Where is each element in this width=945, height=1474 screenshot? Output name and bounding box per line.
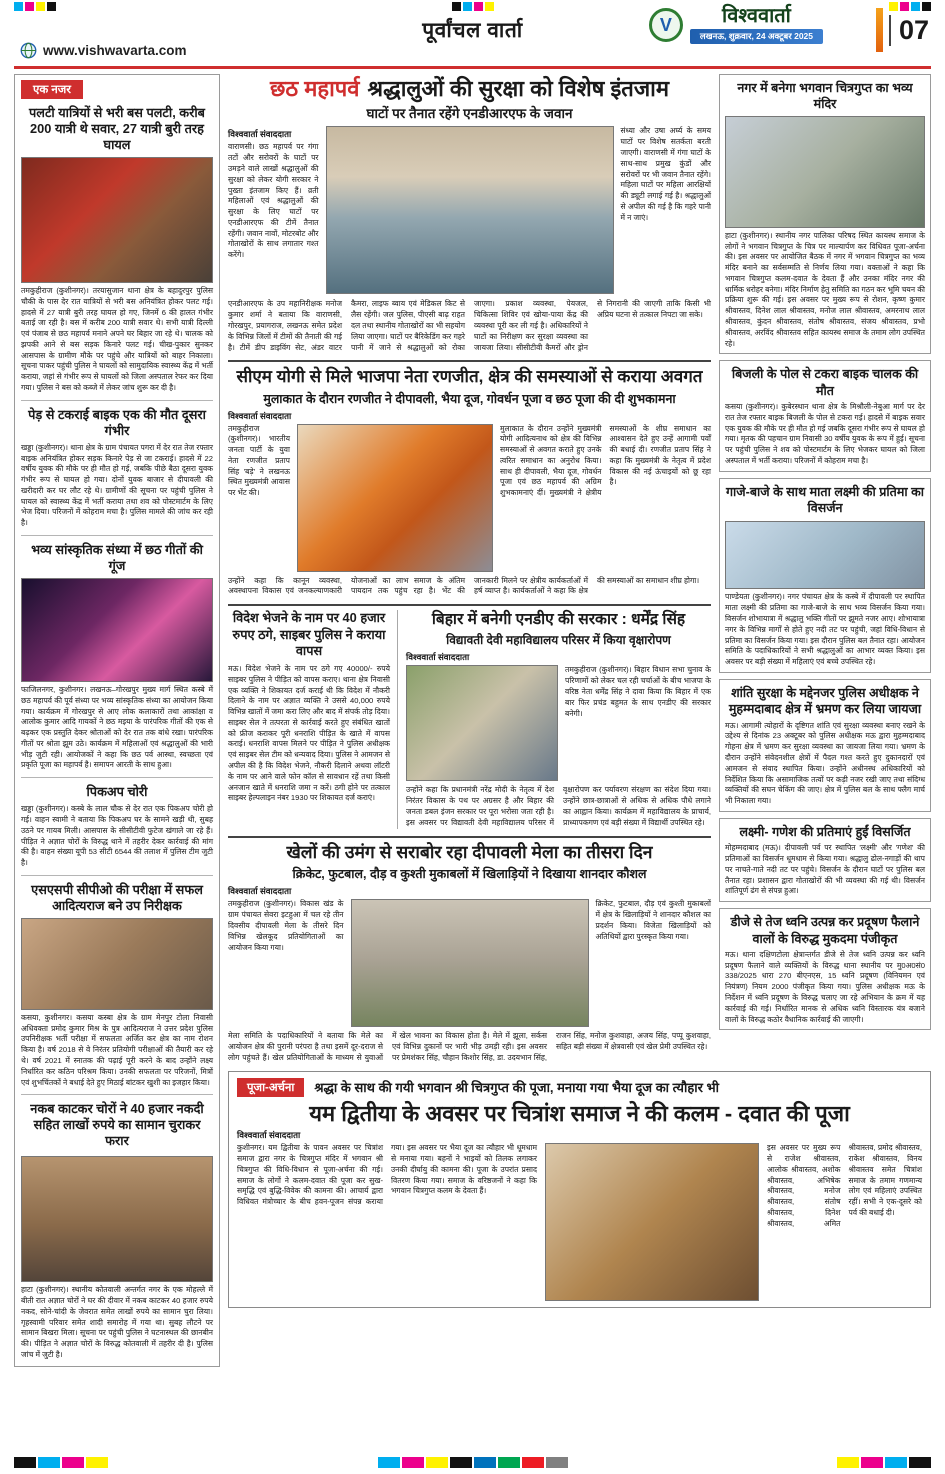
article-headline: पेड़ से टकराई बाइक एक की मौत दूसरा गंभीर [28,406,206,438]
felicitation-photo [21,918,213,1010]
story-bihar-nda [406,610,711,829]
article-headline: नकब काटकर चोरों ने 40 हजार नकदी सहित लाखों रुपये का सामान चुराकर फरार [30,1101,204,1149]
pooja-archana-section [228,1071,931,1308]
article-body-left: तमकुहीराज (कुशीनगर)। विकास खंड के ग्राम पंचायत सेवरा इटहुआ में चल रहे तीन दिवसीय दीपावली मेला के तीसरे दिन विभिन्न खेलकूद प्रतियोगिताओं का आयोजन किया गया। [228,899,344,952]
brief-article-burglary [21,1101,213,1360]
article-body-bottom: मेला समिति के पदाधिकारियों ने बताया कि मेले का आयोजन क्षेत्र की पुरानी परंपरा है तथा इसमें दूर-दराज से लोग पहुंचते हैं। खेल प्रतियोगिताओं के माध्यम से युवाओं में खेल भावना का विकास होता है। मेले में झूला, सर्कस एवं विभिन्न दुकानों पर भारी भीड़ उमड़ी रही। इस अवसर पर प्रेमशंकर सिंह, चौहान किशोर सिंह, डा. उदयभान सिंह, राजन सिंह, मनोज कुशवाहा, अजय सिंह, पप्पू कुशवाहा, सहित बड़ी संख्या में क्षेत्रवासी एवं खेल प्रेमी उपस्थित रहे। [228,1031,711,1063]
section-title: पूर्वांचल वार्ता [422,19,523,42]
byline: विश्ववार्ता संवाददाता [237,1130,301,1141]
globe-icon [20,42,37,59]
byline: विश्ववार्ता संवाददाता [228,886,292,897]
article-body: मोहम्मदाबाद (मऊ)। दीपावली पर्व पर स्थापित 'लक्ष्मी' और 'गणेश' की प्रतिमाओं का विसर्जन धूमधाम से किया गया। श्रद्धालु ढोल-नगाड़ों की थाप पर नाचते-गाते नदी तट पर पहुंचे। विसर्जन के दौरान घाटों पर पुलिस बल तैनात रहा। प्रशासन द्वारा गोताखोरों की भी व्यवस्था की गई थी। विसर्जन शांतिपूर्ण ढंग से संपन्न हुआ। [725,843,925,896]
column-label: एक नजर [21,80,83,99]
article-divider [21,1094,213,1095]
color-patch-group [378,1457,568,1468]
brand-logo-icon: V [649,8,683,42]
website-text: www.vishwavarta.com [43,43,187,58]
page-number-block [876,8,929,52]
main-stories-column [228,74,711,1064]
story-lakshmi-visarjan [719,478,931,673]
lead-body-left: वाराणसी। छठ महापर्व पर गंगा तटों और सरोवरों के घाटों पर उमड़ने वाले लाखों श्रद्धालुओं की सुरक्षा को लेकर योगी सरकार ने पुख्ता इंतजाम किए हैं। व्रती महिलाओं एवं श्रद्धालुओं की सुरक्षा के लिए घाटों पर एनडीआरएफ की टीमें तैनात रहेंगी। जवान नावों, मोटरबोट और गोताखोरों के साथ लगातार गश्त करेंगे। [228,142,319,260]
story-pole-bike-death [719,360,931,471]
mela-sports-photo [351,899,589,1027]
article-headline: नगर में बनेगा भगवान चित्रगुप्त का भव्य मंदिर [737,81,913,112]
article-divider [21,777,213,778]
brief-article-bus-accident [21,105,213,394]
article-headline: पिकअप चोरी [86,784,148,800]
article-headline: पलटी यात्रियों से भरी बस पलटी, करीब 200 यात्री थे सवार, 27 यात्री बुरी तरह घायल [29,105,205,152]
article-body: मऊ। विदेश भेजने के नाम पर ठगे गए 40000/- रुपये साइबर पुलिस ने पीड़ित को वापस कराए। थाना क्षेत्र निवासी एक व्यक्ति ने शिकायत दर्ज कराई थी कि विदेश में नौकरी दिलाने के नाम पर अज्ञात व्यक्ति ने उससे 40,000 रुपये विभिन्न खातों में जमा करा लिए और बाद में संपर्क तोड़ दिया। साइबर सेल ने तत्परता से कार्रवाई करते हुए संबंधित खातों को फ्रीज कराकर पूरी धनराशि पीड़ित के खाते में वापस कराई। धनराशि वापस मिलने पर पीड़ित ने पुलिस अधीक्षक एवं साइबर सेल टीम को धन्यवाद दिया। पुलिस ने आमजन से अपील की है कि विदेश भेजने, नौकरी दिलाने अथवा लॉटरी के नाम पर आने वाले फोन कॉल से सावधान रहें तथा किसी अनजान खाते में धनराशि जमा न करें। ठगी होने पर तत्काल साइबर हेल्पलाइन नंबर 1930 पर शिकायत दर्ज कराएं। [228,663,390,803]
cultural-evening-photo [21,578,213,682]
article-body: खड्डा (कुशीनगर)। थाना क्षेत्र के ग्राम पंचायत पगरा में देर रात तेज रफ्तार बाइक अनियंत्रित होकर सड़क किनारे पेड़ से जा टकराई। हादसे में 22 वर्षीय युवक की मौके पर ही मौत हो गई, जबकि पीछे बैठा दूसरा युवक गंभीर रूप से घायल हो गया। दोनों युवक बाजार से दीपावली की खरीदारी कर घर लौट रहे थे। ग्रामीणों की सूचना पर पहुंची पुलिस ने घायल को स्वास्थ्य केंद्र में भर्ती कराया तथा शव को पोस्टमार्टम के लिए भेज दिया। परिजनों में कोहराम मचा है। पुलिस मामले की जांच कर रही है। [21,442,213,528]
article-body: हाटा (कुशीनगर)। स्थानीय कोतवाली अन्तर्गत नगर के एक मोहल्ले में बीती रात अज्ञात चोरों ने घर की दीवार में नकब काटकर 40 हजार रुपये नकद, सोने-चांदी के जेवरात समेत लाखों रुपये का सामान चुरा लिया। गृहस्वामी परिवार समेत शादी समारोह में गया था। सुबह लौटने पर सामान बिखरा मिला। सूचना पर पहुंची पुलिस ने घटनास्थल की छानबीन की। पीड़ित ने अज्ञात चोरों के विरुद्ध कोतवाली में तहरीर दी है। पुलिस जांच में जुटी है। [21,1285,213,1359]
right-news-column [719,74,931,1030]
article-body-right: इस अवसर पर मुख्य रूप से राजेश श्रीवास्तव, आलोक श्रीवास्तव, अशोक श्रीवास्तव, अभिषेक श्रीवास्तव, मनोज श्रीवास्तव, संतोष श्रीवास्तव, दिनेश श्रीवास्तव, अमित श्रीवास्तव, प्रमोद श्रीवास्तव, राकेश श्रीवास्तव, विनय श्रीवास्तव समेत चित्रांश समाज के तमाम गणमान्य लोग एवं महिलाएं उपस्थित रहीं। सभी ने एक-दूसरे को पर्व की बधाई दी। [767,1143,922,1228]
article-body: फाजिलनगर, कुशीनगर। लखनऊ–गोरखपुर मुख्य मार्ग स्थित कस्बे में छठ महापर्व की पूर्व संध्या पर भव्य सांस्कृतिक संध्या का आयोजन किया गया। कार्यक्रम में गोरखपुर से आए लोक कलाकारों तथा आकांक्षा व आलोक कुमार आदि गायकों ने छठ मइया के पारंपरिक गीतों की एक से बढ़कर एक प्रस्तुति देकर श्रोताओं को देर रात तक बांधे रखा। पारंपरिक गीतों पर श्रोता झूम उठे। कार्यक्रम में महिलाओं एवं श्रद्धालुओं की भारी भीड़ जुटी रही। आयोजकों ने कहा कि छठ पर्व आस्था, स्वच्छता एवं प्रकृति पूजा का महापर्व है। समापन आरती के साथ हुआ। [21,684,213,770]
article-body: हाटा (कुशीनगर)। स्थानीय नगर पालिका परिषद स्थित कायस्थ समाज के लोगों ने भगवान चित्रगुप्त के चित्र पर माल्यार्पण कर विधिवत पूजा-अर्चना की। इस अवसर पर आयोजित बैठक में नगर में भगवान चित्रगुप्त का भव्य मंदिर बनाने का सर्वसम्मति से निर्णय लिया गया। वक्ताओं ने कहा कि भगवान चित्रगुप्त कलम-दवात के देवता हैं और उनका मंदिर नगर की धार्मिक धरोहर बनेगा। मंदिर निर्माण हेतु समिति का गठन कर भूमि चयन की प्रक्रिया शुरू की गई। इस अवसर पर मुख्य रूप से रोशन, कृष्ण कुमार श्रीवास्तव, दिनेश लाल श्रीवास्तव, मनोज लाल श्रीवास्तव, अमरनाथ लाल श्रीवास्तव, कुंदन श्रीवास्तव, संतोष श्रीवास्तव, संजय श्रीवास्तव, प्रभो श्रीवास्तव, अरविंद श्रीवास्तव सहित कायस्थ समाज के तमाम लोग उपस्थित रहे। [725,230,925,348]
section-rule [228,604,711,606]
article-headline: खेलों की उमंग से सराबोर रहा दीपावली मेला का तीसरा दिन [286,841,653,862]
story-chitragupt-temple [719,74,931,354]
cm-meeting-photo [297,424,493,572]
lead-kicker: छठ महापर्व [269,76,360,101]
article-body: पाण्डेयता (कुशीनगर)। नगर पंचायत क्षेत्र के कस्बे में दीपावली पर स्थापित माता लक्ष्मी की प्रतिमा का गाजे-बाजे के साथ भव्य विसर्जन किया गया। विसर्जन शोभायात्रा में श्रद्धालु भक्ति गीतों पर झूमते नजर आए। शोभायात्रा नगर के विभिन्न मार्गों से होते हुए नदी तट पर पहुंची, जहां विधि-विधान से प्रतिमा का विसर्जन किया गया। इस दौरान पुलिस बल तैनात रहा। आयोजन समिति के पदाधिकारियों ने सभी श्रद्धालुओं का आभार व्यक्त किया। इस अवसर पर बड़ी संख्या में महिलाएं एवं बच्चे उपस्थित रहे। [725,592,925,667]
section-strapline: श्रद्धा के साथ की गयी भगवान श्री चित्रगुप्त की पूजा, मनाया गया भैया दूज का त्यौहार भी [314,1080,720,1096]
lead-body-right: संध्या और उषा अर्घ्य के समय घाटों पर विशेष सतर्कता बरती जाएगी। वाराणसी में गंगा घाटों के साथ-साथ प्रमुख कुंडों और सरोवरों पर भी जवान तैनात रहेंगे। महिला घाटों पर महिला आरक्षियों की ड्यूटी लगाई गई है। श्रद्धालुओं से अपील की गई है कि गहरे पानी में न जाएं। [620,126,711,222]
brief-article-sub-inspector [21,882,213,1088]
bus-accident-photo [21,157,213,283]
edition-line: लखनऊ, शुक्रवार, 24 अक्टूबर 2025 [690,29,823,44]
brand-block [649,6,823,44]
article-body-side: तमकुहीराज (कुशीनगर)। बिहार विधान सभा चुनाव के परिणामों को लेकर चल रही चर्चाओं के बीच भाजपा के वरिष्ठ नेता धर्मेंद्र सिंह ने दावा किया कि बिहार में एक बार फिर प्रचंड बहुमत के साथ एनडीए की सरकार बनेगी। [565,665,711,718]
article-body-bottom: उन्होंने कहा कि प्रधानमंत्री नरेंद्र मोदी के नेतृत्व में देश निरंतर विकास के पथ पर अग्रसर है और बिहार की जनता डबल इंजन सरकार पर पूरा भरोसा जता रही है। इस अवसर पर विद्यावती देवी महाविद्यालय परिसर में वृक्षारोपण कर पर्यावरण संरक्षण का संदेश दिया गया। उन्होंने छात्र-छात्राओं से अधिक से अधिक पौधे लगाने का आह्वान किया। कार्यक्रम में महाविद्यालय के प्राचार्य, प्राध्यापकगण एवं बड़ी संख्या में विद्यार्थी उपस्थित रहे। [406,785,711,827]
section-rule [228,360,711,362]
left-briefs-column [14,74,220,1367]
article-headline: डीजे से तेज ध्वनि उत्पन्न कर प्रदूषण फैलाने वालों के विरुद्ध मुकदमा पंजीकृत [730,915,920,946]
article-subhead: क्रिकेट, फुटबाल, दौड़ व कुश्ती मुकाबलों में खिलाड़ियों ने दिखाया शानदार कौशल [292,867,647,882]
brand-name: विश्ववार्ता [722,5,791,27]
article-headline: बिजली के पोल से टकरा बाइक चालक की मौत [731,367,919,398]
section-label: पूजा-अर्चना [237,1078,304,1097]
article-body: कसया, कुशीनगर। कसया कस्बा क्षेत्र के ग्राम मेनपुर टोला निवासी अधिवक्ता प्रमोद कुमार मिश्र के पुत्र आदित्यराज ने उत्तर प्रदेश पुलिस उपनिरीक्षक भर्ती परीक्षा में सफलता अर्जित कर क्षेत्र का नाम रोशन किया है। वर्ष 2018 से वे निरंतर प्रतियोगी परीक्षाओं की तैयारी कर रहे थे। वर्ष 2021 में स्नातक की पढ़ाई पूरी करने के बाद उन्होंने लक्ष्य निर्धारित कर कठिन परिश्रम किया। उनकी सफलता पर परिजनों, मित्रों एवं शुभचिंतकों ने बधाई देते हुए मिठाई बांटकर खुशी का इजहार किया। [21,1012,213,1087]
color-patch-group [837,1457,931,1468]
masthead [0,0,945,66]
article-headline: गाजे-बाजे के साथ माता लक्ष्मी की प्रतिमा का विसर्जन [725,484,925,516]
page-number: 07 [889,15,929,46]
article-body: तमकुहीराज (कुशीनगर)। तरयासुजान थाना क्षेत्र के बहादुरपुर पुलिस चौकी के पास देर रात यात्रियों से भरी बस अनियंत्रित होकर पलट गई। हादसे में 27 यात्री बुरी तरह घायल हो गए, जिनमें 6 की हालत गंभीर बताई जा रही है। बस में करीब 200 यात्री सवार थे। सभी यात्री दिल्ली एवं पंजाब से छठ महापर्व मनाने अपने घर बिहार जा रहे थे। चालक को झपकी आने से बस सड़क किनारे पलट गई। चीख-पुकार सुनकर आसपास के ग्रामीण मौके पर पहुंचे और यात्रियों को बाहर निकाला। सूचना पाकर पहुंची पुलिस ने घायलों को सामुदायिक स्वास्थ्य केंद्र में भर्ती कराया, जहां से गंभीर रूप से घायलों को जिला अस्पताल रेफर कर दिया गया। पुलिस ने बस को कब्जे में लेकर जांच शुरू कर दी है। [21,285,213,392]
brief-article-chhath-songs [21,542,213,771]
lead-headline-text: श्रद्धालुओं की सुरक्षा को विशेष इंतजाम [367,76,670,101]
lead-body-bottom: एनडीआरएफ के उप महानिरीक्षक मनोज कुमार शर्मा ने बताया कि वाराणसी, गोरखपुर, प्रयागराज, लखनऊ समेत प्रदेश के विभिन्न जिलों में टीमों की तैनाती की गई है। टीमें डीप डाइविंग सेट, अंडर वाटर कैमरा, लाइफ ब्वाय एवं मेडिकल किट से लैस रहेंगी। जल पुलिस, पीएसी बाढ़ राहत दल तथा स्थानीय गोताखोरों का भी सहयोग लिया जाएगा। घाटों पर बैरिकेडिंग कर गहरे पानी में जाने से श्रद्धालुओं को रोका जाएगा। प्रकाश व्यवस्था, पेयजल, चिकित्सा शिविर एवं खोया-पाया केंद्र की व्यवस्था पूरी कर ली गई है। अधिकारियों ने घाटों का निरीक्षण कर सुरक्षा व्यवस्था का जायजा लिया। सीसीटीवी कैमरों और ड्रोन से निगरानी की जाएगी ताकि किसी भी अप्रिय घटना से तत्काल निपटा जा सके। [228,299,711,352]
lead-subhead: घाटों पर तैनात रहेंगे एनडीआरएफ के जवान [366,106,573,122]
article-body-right: क्रिकेट, फुटबाल, दौड़ एवं कुश्ती मुकाबलों में क्षेत्र के खिलाड़ियों ने शानदार कौशल का प्रदर्शन किया। विजेता खिलाड़ियों को अतिथियों द्वारा पुरस्कृत किया गया। [595,899,711,941]
story-cm-meeting [228,366,711,597]
story-sp-patrol [719,679,931,812]
article-headline: लक्ष्मी- गणेश की प्रतिमाएं हुईं विसर्जित [739,824,911,839]
article-body: मऊ। आगामी त्योहारों के दृष्टिगत शांति एवं सुरक्षा व्यवस्था बनाए रखने के उद्देश्य से दिनांक 23 अक्टूबर को पुलिस अधीक्षक मऊ द्वारा मुहम्मदाबाद गोहना क्षेत्र में भ्रमण कर सुरक्षा व्यवस्था का जायजा लिया गया। भ्रमण के दौरान उन्होंने संवेदनशील क्षेत्रों में पैदल गश्त करते हुए दुकानदारों एवं आमजन से संवाद स्थापित किया। उन्होंने अधीनस्थ अधिकारियों को निर्देशित किया कि असामाजिक तत्वों पर कड़ी नजर रखी जाए तथा संदिग्ध व्यक्तियों की सघन चेकिंग की जाए। क्षेत्र में पुलिस बल के साथ फ्लैग मार्च भी निकाला गया। [725,720,925,806]
visarjan-procession-photo [725,521,925,589]
burglary-photo [21,1156,213,1282]
article-body: मऊ। थाना दक्षिणटोला क्षेत्रान्तर्गत डीजे से तेज ध्वनि उत्पन्न कर ध्वनि प्रदूषण फैलाने वाले व्यक्तियों के विरुद्ध थाना स्थानीय पर मु0अ0सं0 338/2025 धारा 270 बीएनएस, 15 ध्वनि प्रदूषण (विनियमन एवं नियंत्रण) नियम 2000 पंजीकृत किया गया। पुलिस अधीक्षक मऊ के निर्देशन में ध्वनि प्रदूषण के विरुद्ध चलाए जा रहे अभियान के क्रम में यह कार्रवाई की गई। निर्धारित मानक से अधिक ध्वनि विस्तारक यंत्र बजाने वालों के विरुद्ध कठोर वैधानिक कार्रवाई की जाएगी। [725,949,925,1024]
color-patch-group [14,1457,108,1468]
article-body: खड्डा (कुशीनगर)। कस्बे के लाल चौक से देर रात एक पिकअप चोरी हो गई। वाहन स्वामी ने बताया कि पिकअप घर के सामने खड़ी थी, सुबह उठने पर गायब मिली। आसपास के सीसीटीवी फुटेज खंगाले जा रहे हैं। पीड़ित ने अज्ञात चोरों के विरुद्ध थाने में तहरीर देकर कार्रवाई की मांग की है। वाहन संख्या यूपी 53 सीटी 6544 की तलाश में पुलिस टीम जुटी है। [21,804,213,868]
plantation-photo [406,665,558,781]
article-body-main: मुलाकात के दौरान उन्होंने मुख्यमंत्री योगी आदित्यनाथ को क्षेत्र की विभिन्न समस्याओं से अवगत कराते हुए उनके त्वरित समाधान का अनुरोध किया। साथ ही दीपावली, भैया दूज, गोवर्धन पूजा एवं छठ महापर्व की अग्रिम शुभकामनाएं दीं। मुख्यमंत्री ने क्षेत्रीय समस्याओं के शीघ्र समाधान का आश्वासन देते हुए उन्हें आगामी पर्वों की बधाई दी। रणजीत प्रताप सिंह ने कहा कि मुख्यमंत्री के नेतृत्व में प्रदेश विकास की नई ऊंचाइयों को छू रहा है। [500,423,711,498]
article-divider [21,875,213,876]
article-headline: विदेश भेजने के नाम पर 40 हजार रुपए ठगे, साइबर पुलिस ने कराया वापस [232,610,386,659]
accent-bar [876,8,883,52]
article-body-left: कुशीनगर। यम द्वितीया के पावन अवसर पर चित्रांश समाज द्वारा नगर के चित्रगुप्त मंदिर में भगवान श्री चित्रगुप्त की विधि-विधान से पूजा-अर्चना की गई। समाज के लोगों ने कलम-दवात की पूजा कर सुख-समृद्धि एवं बुद्धि-विवेक की कामना की। आचार्य द्वारा विधिवत मंत्रोच्चार के बीच हवन-पूजन संपन्न कराया गया। इस अवसर पर भैया दूज का त्यौहार भी धूमधाम से मनाया गया। बहनों ने भाइयों को तिलक लगाकर उनकी दीर्घायु की कामना की। पूजा के उपरांत प्रसाद वितरण किया गया। समाज के वरिष्ठजनों ने कहा कि भगवान चित्रगुप्त कलम के देवता हैं। [237,1143,537,1207]
article-subhead: मुलाकात के दौरान रणजीत ने दीपावली, भैया दूज, गोवर्धन पूजा व छठ पूजा की दी शुभकामना [263,391,676,406]
article-headline: शांति सुरक्षा के मद्देनजर पुलिस अधीक्षक ने मुहम्मदाबाद क्षेत्र में भ्रमण कर लिया जायजा [728,685,922,717]
article-body: कसया (कुशीनगर)। कुबेरस्थान थाना क्षेत्र के मिश्रौली-नेबुआ मार्ग पर देर रात तेज रफ्तार बाइक बिजली के पोल से टकरा गई। हादसे में बाइक सवार एक युवक की मौके पर ही मौत हो गई जबकि दूसरा गंभीर रूप से घायल हो गया। मृतक की पहचान ग्राम निवासी 30 वर्षीय युवक के रूप में हुई। सूचना पर पहुंची पुलिस ने शव को पोस्टमार्टम के लिए भेजकर घायल को जिला अस्पताल में भर्ती कराया। परिजनों में कोहराम मचा है। [725,402,925,465]
article-divider [21,400,213,401]
byline: विश्ववार्ता संवाददाता [228,129,292,140]
article-headline: सीएम योगी से मिले भाजपा नेता रणजीत, क्षेत्र की समस्याओं से कराया अवगत [236,367,703,387]
article-headline: एसएसपी सीपीओ की परीक्षा में सफल आदित्यराज बने उप निरीक्षक [31,881,203,913]
lead-story-chhath-security [228,76,711,353]
story-diwali-mela-sports [228,842,711,1064]
story-dj-noise-fir [719,908,931,1030]
story-lakshmi-ganesh-visarjit [719,818,931,902]
kayastha-meeting-photo [725,116,925,228]
article-body-left: तमकुहीराज (कुशीनगर)। भारतीय जनता पार्टी के युवा नेता रणजीत प्रताप सिंह 'बड़े' ने लखनऊ स्थित मुख्यमंत्री आवास पर भेंट की। [228,423,290,498]
registration-marks-bottom [14,1457,931,1468]
varanasi-ghats-photo [326,126,614,294]
byline: विश्ववार्ता संवाददाता [406,652,470,663]
article-headline: बिहार में बनेगी एनडीए की सरकार : धर्मेंद्र सिंह [431,611,686,629]
brief-article-pickup-theft [21,784,213,869]
story-cyber-fraud-refund [228,610,398,829]
lead-headline [228,76,711,102]
website-link[interactable] [20,42,187,59]
article-headline: भव्य सांस्कृतिक संध्या में छठ गीतों की गूंज [31,541,203,573]
chitragupt-pooja-photo [545,1143,759,1301]
page-body [0,69,945,1367]
article-subhead: विद्यावती देवी महाविद्यालय परिसर में किया वृक्षारोपण [446,633,671,648]
section-rule [228,836,711,838]
byline: विश्ववार्ता संवाददाता [228,410,292,421]
brief-article-bike-tree [21,407,213,529]
article-headline: यम द्वितीया के अवसर पर चित्रांश समाज ने की कलम - दवात की पूजा [309,1100,850,1126]
article-divider [21,535,213,536]
article-body-bottom: उन्होंने कहा कि कानून व्यवस्था, अवस्थापना विकास एवं जनकल्याणकारी योजनाओं का लाभ समाज के अंतिम पायदान तक पहुंच रहा है। भेंट की जानकारी मिलने पर क्षेत्रीय कार्यकर्ताओं में हर्ष व्याप्त है। कार्यकर्ताओं ने कहा कि क्षेत्र की समस्याओं का समाधान शीघ्र होगा। [228,575,700,596]
